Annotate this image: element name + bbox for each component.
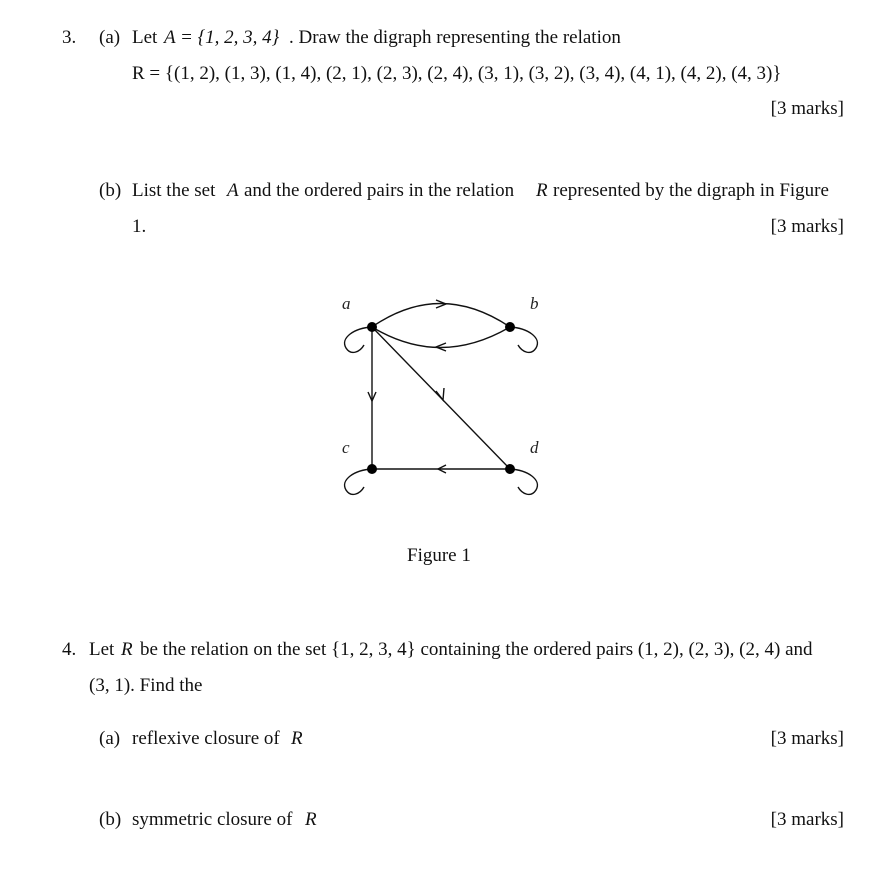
loop-d xyxy=(510,469,537,494)
q3b-label: (b) xyxy=(99,180,122,201)
q4a-var: R xyxy=(291,728,303,749)
q4a-marks: [3 marks] xyxy=(770,728,844,749)
node-a xyxy=(367,322,377,332)
q4-var-r: R xyxy=(121,639,133,660)
q3b-text-1: List the set xyxy=(132,180,216,201)
q4a-label: (a) xyxy=(99,728,121,749)
q3a-text-pre: Let xyxy=(132,27,158,48)
q4a-text: reflexive closure of xyxy=(132,728,280,749)
node-d xyxy=(505,464,515,474)
q3a-set-eq: A = {1, 2, 3, 4} xyxy=(164,27,280,48)
loop-a xyxy=(345,327,372,352)
q4b-label: (b) xyxy=(99,809,122,830)
q3a-marks: [3 marks] xyxy=(770,98,844,119)
q4-text-1: Let xyxy=(89,639,115,660)
q3b-marks: [3 marks] xyxy=(770,216,844,237)
node-label-d: d xyxy=(530,438,539,457)
loop-b xyxy=(510,327,537,352)
q4b-text: symmetric closure of xyxy=(132,809,293,830)
loop-c xyxy=(345,469,372,494)
node-label-a: a xyxy=(342,294,351,313)
figure-caption: Figure 1 xyxy=(407,545,471,566)
q3b-text-3: represented by the digraph in Figure xyxy=(553,180,829,201)
q3a-relation: R = {(1, 2), (1, 3), (1, 4), (2, 1), (2, 3), (2, 4), (3, 1), (3, 2), (3, 4), (4, 1), (4, 2), (4, 3)} xyxy=(132,63,782,84)
node-b xyxy=(505,322,515,332)
q4-text-2: be the relation on the set {1, 2, 3, 4} containing the ordered pairs (1, 2), (2, 3), (2, 4) and xyxy=(140,639,813,660)
node-label-c: c xyxy=(342,438,350,457)
q3b-text-line2: 1. xyxy=(132,216,147,237)
node-label-b: b xyxy=(530,294,539,313)
q4b-var: R xyxy=(305,809,317,830)
q4b-marks: [3 marks] xyxy=(770,809,844,830)
q3b-var-a: A xyxy=(227,180,239,201)
q3a-label: (a) xyxy=(99,27,121,48)
node-c xyxy=(367,464,377,474)
edge-a-to-b xyxy=(372,304,510,328)
q3b-var-r: R xyxy=(536,180,548,201)
q3-number: 3. xyxy=(62,27,77,48)
q3a-text-post: . Draw the digraph representing the relation xyxy=(289,27,621,48)
q4-number: 4. xyxy=(62,639,77,660)
q4-text-line2: (3, 1). Find the xyxy=(89,675,203,696)
q3b-text-2: and the ordered pairs in the relation xyxy=(244,180,515,201)
